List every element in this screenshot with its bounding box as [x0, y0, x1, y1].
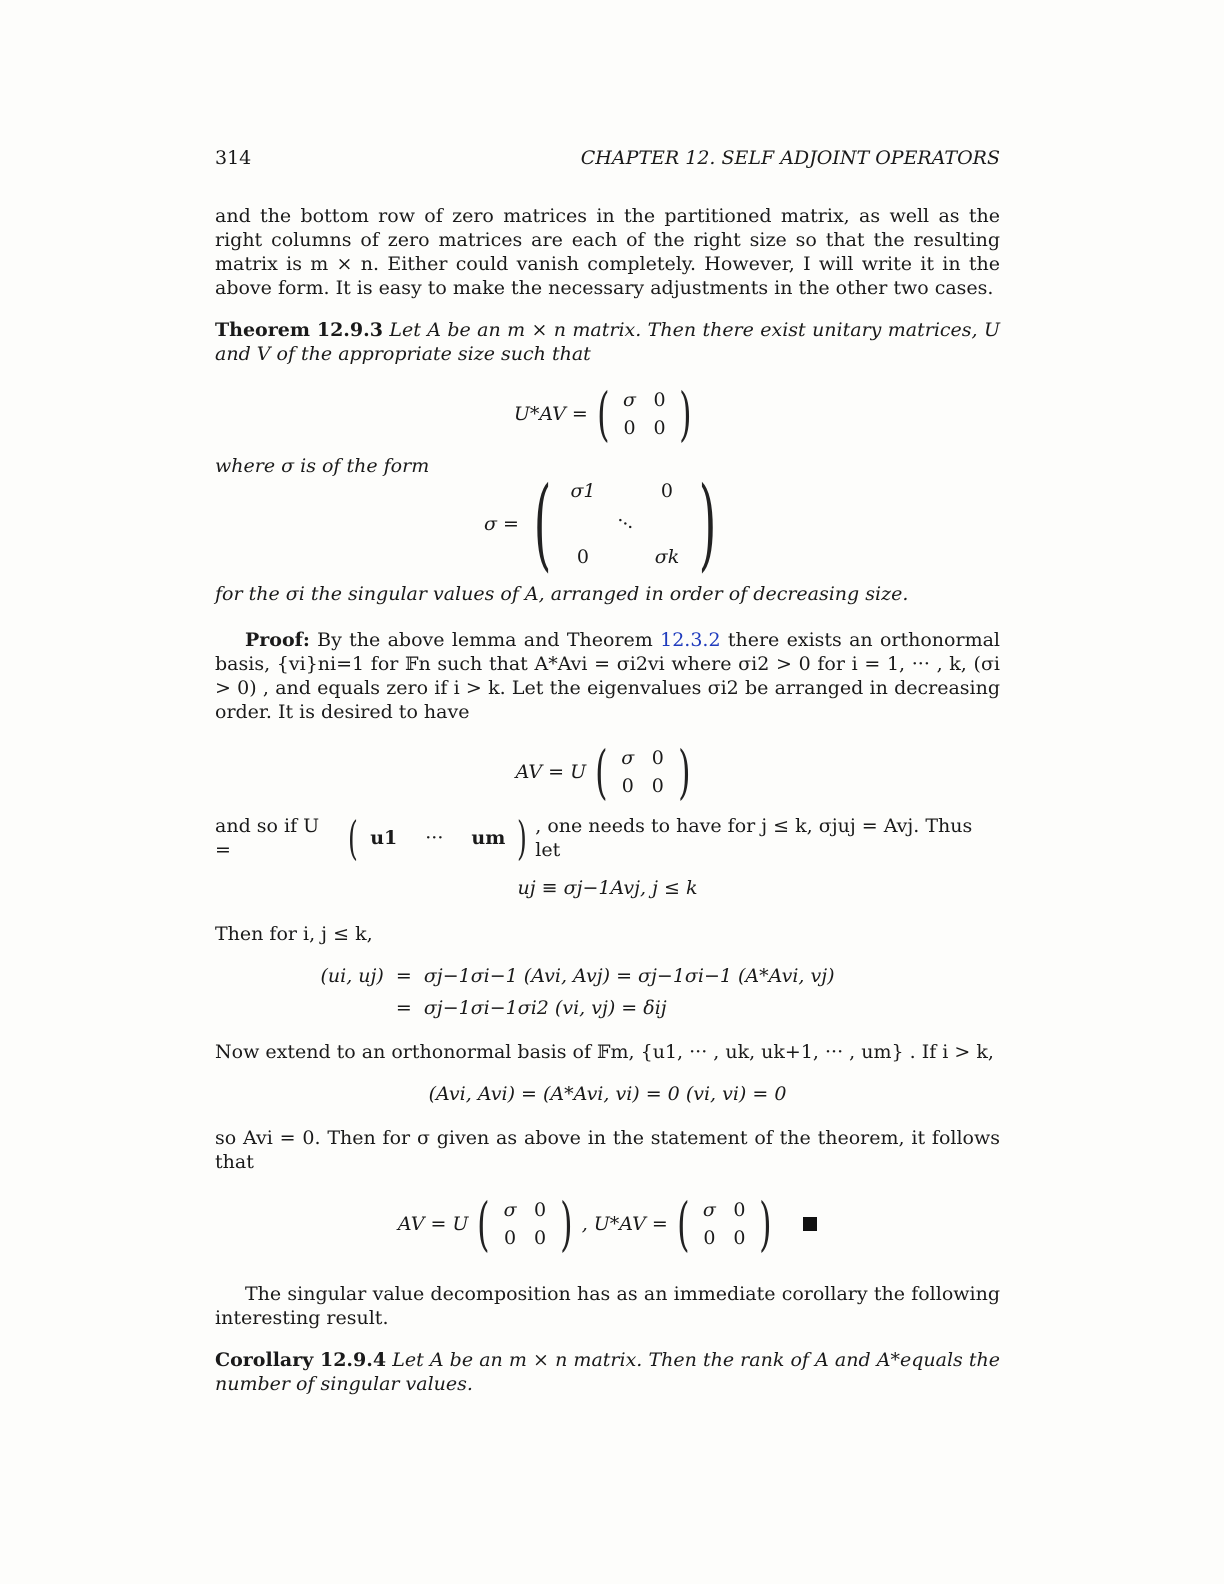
chapter-title: CHAPTER 12. SELF ADJOINT OPERATORS	[580, 147, 1000, 169]
proof-paragraph-3: Then for i, j ≤ k,	[215, 923, 373, 945]
block-matrix: ( σ 0 0 0 )	[676, 1190, 772, 1258]
block-matrix: ( σ 0 0 0 )	[596, 380, 693, 448]
block-matrix: ( σ 0 0 0 )	[477, 1190, 573, 1258]
theorem-label: Theorem 12.9.3	[215, 319, 383, 341]
proof-label: Proof:	[245, 629, 310, 651]
proof-paragraph-5: so Avi = 0. Then for σ given as above in the statement of the theorem, it follows that	[215, 1127, 1000, 1173]
page	[215, 146, 1000, 1396]
proof-paragraph-2: and so if U = ( u1 ··· um ) , one needs to have for j ≤ k, σjuj = Avj. Thus let	[215, 811, 973, 865]
equation-lhs: U*AV =	[513, 403, 588, 425]
theorem-statement: Let A be an m × n matrix. Then there exist unitary matrices, U and V of the appropriate size such that	[215, 319, 1000, 365]
where-sigma: where σ is of the form	[215, 455, 430, 477]
equation-inner-products: (ui, uj) = σj−1σi−1 (Avi, Avj) = σj−1σi−1 (A*Avi, vj) = σj−1σi−1σi2 (vi, vj) = δij	[320, 965, 835, 1019]
intro-paragraph: and the bottom row of zero matrices in the partitioned matrix, as well as the right columns of zero matrices are each of the right size so that the resulting matrix is m × n. Either could vanish completely. However, I will write it in the above form. It is easy to make the necessary adjustments in the other two cases.	[215, 205, 1000, 299]
theorem-conclusion: for the σi the singular values of A, arranged in order of decreasing size.	[215, 583, 909, 605]
equation-final: AV = U ( σ 0 0 0 ) , U*AV = ( σ 0 0 0 )	[215, 1188, 1000, 1260]
page-number: 314	[215, 147, 252, 169]
corollary-statement: Let A be an m × n matrix. Then the rank of A and A*equals the number of singular values.	[215, 1349, 1001, 1395]
qed-square	[803, 1217, 817, 1231]
after-proof-paragraph: The singular value decomposition has as an immediate corollary the following interesting result.	[215, 1283, 1000, 1329]
running-head	[215, 146, 1000, 172]
corollary	[215, 1348, 1000, 1396]
diagonal-matrix: ( σ1 0 ··· 0 σk )	[533, 465, 717, 582]
equation-avi-zero: (Avi, Avi) = (A*Avi, vi) = 0 (vi, vi) = 0	[428, 1083, 787, 1105]
equation-av-u: AV = U ( σ 0 0 0 )	[215, 736, 1000, 808]
corollary-label: Corollary 12.9.4	[215, 1349, 387, 1371]
equation-svd	[215, 378, 1000, 450]
equation-uj: uj ≡ σj−1Avj, j ≤ k	[517, 877, 698, 899]
sigma-lhs: σ =	[484, 513, 519, 535]
block-matrix: ( σ 0 0 0 )	[595, 738, 691, 806]
proof-paragraph-4: Now extend to an orthonormal basis of 𝔽m, {u1, ··· , uk, uk+1, ··· , um} . If i > k,	[215, 1041, 994, 1063]
column-matrix-u: ( u1 ··· um )	[348, 811, 528, 865]
proof-paragraph-1: Proof: By the above lemma and Theorem 12.3.2 there exists an orthonormal basis, {vi}ni=1 for 𝔽n such that A*Avi = σi2vi where σi2 > 0 for i = 1, ··· , k, (σi > 0) , and equals zero if i > k. Let the eigenvalues σi2 be arranged in decreasing order. It is desired to have	[215, 629, 1000, 723]
theorem	[215, 318, 1000, 366]
theorem-link[interactable]: 12.3.2	[660, 629, 721, 651]
